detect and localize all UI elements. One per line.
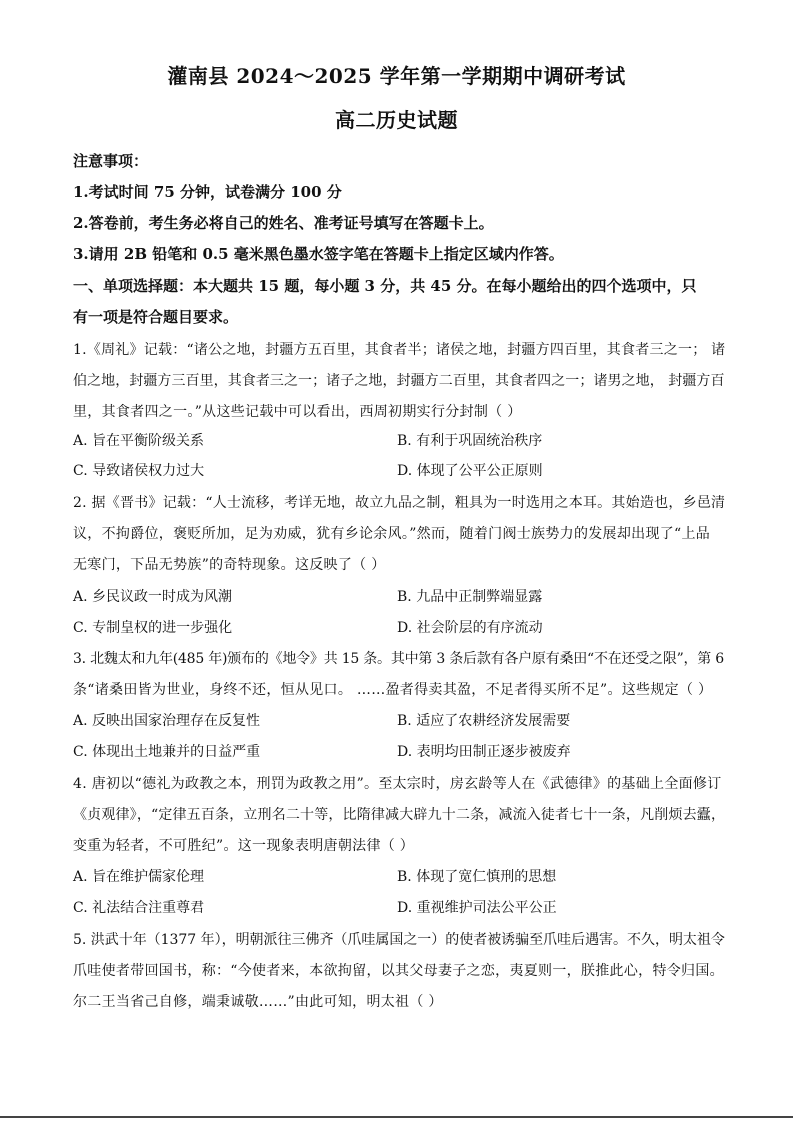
notice-item: 1.考试时间 75 分钟，试卷满分 100 分	[73, 183, 342, 201]
question-4-text: 《贞观律》，“定律五百条，立刑名二十等，比隋律减大辟九十二条，减流入徒者七十一条，凡削烦去蠹，	[73, 807, 726, 823]
question-2-text: 无寒门，下品无势族”的奇特现象。这反映了（ ）	[73, 557, 386, 573]
question-5-text: 尔二王当省己自修，端秉诚敬……”由此可知，明太祖（ ）	[73, 994, 443, 1010]
question-4-option-d[interactable]: D. 重视维护司法公平公正	[397, 900, 557, 916]
question-1-text: 1.《周礼》记载：“诸公之地，封疆方五百里，其食者半；诸侯之地，封疆方四百里，其食者三之一； 诸	[73, 342, 726, 358]
question-1-option-c[interactable]: C. 导致诸侯权力过大	[73, 463, 205, 479]
question-3-option-c[interactable]: C. 体现出土地兼并的日益严重	[73, 744, 261, 760]
question-5-text: 5. 洪武十年（1377 年），明朝派往三佛齐（爪哇属国之一）的使者被诱骗至爪哇后遇害。不久，明太祖令	[73, 932, 725, 948]
section-heading: 有一项是符合题目要求。	[73, 308, 239, 326]
question-1-option-b[interactable]: B. 有利于巩固统治秩序	[397, 433, 543, 449]
page-bottom-divider	[0, 1116, 793, 1118]
question-4-option-c[interactable]: C. 礼法结合注重尊君	[73, 900, 205, 916]
question-2-text: 议，不拘爵位，褒贬所加，足为劝威，犹有乡论余风。”然而，随着门阀士族势力的发展却出现了“上品	[73, 526, 711, 542]
question-3-option-a[interactable]: A. 反映出国家治理存在反复性	[73, 713, 261, 729]
question-4-option-a[interactable]: A. 旨在维护儒家伦理	[73, 869, 205, 885]
section-heading: 一、单项选择题：本大题共 15 题，每小题 3 分，共 45 分。在每小题给出的四个选项中，只	[73, 277, 697, 295]
question-1-option-d[interactable]: D. 体现了公平公正原则	[397, 463, 543, 479]
question-1-option-a[interactable]: A. 旨在平衡阶级关系	[73, 433, 205, 449]
question-2-option-a[interactable]: A. 乡民议政一时成为风潮	[73, 589, 233, 605]
notice-heading: 注意事项：	[73, 152, 149, 170]
question-2-option-c[interactable]: C. 专制皇权的进一步强化	[73, 620, 233, 636]
question-5-text: 爪哇使者带回国书，称：“今使者来，本欲拘留，以其父母妻子之恋，夷夏则一，朕推此心，特令归国。	[73, 963, 724, 979]
question-4-text: 4. 唐初以“德礼为政教之本，刑罚为政教之用”。至太宗时，房玄龄等人在《武德律》的基础上全面修订	[73, 776, 722, 792]
exam-subtitle: 高二历史试题	[335, 108, 458, 132]
question-4-text: 变重为轻者，不可胜纪”。这一现象表明唐朝法律（ ）	[73, 838, 415, 854]
question-2-option-d[interactable]: D. 社会阶层的有序流动	[397, 620, 543, 636]
question-1-text: 里，其食者四之一。”从这些记载中可以看出，西周初期实行分封制（ ）	[73, 404, 522, 420]
exam-title: 灌南县 2024～2025 学年第一学期期中调研考试	[167, 64, 626, 88]
question-1-text: 伯之地，封疆方三百里，其食者三之一；诸子之地，封疆方二百里，其食者四之一；诸男之地， 封疆方百	[73, 373, 725, 389]
notice-item: 2.答卷前，考生务必将自己的姓名、准考证号填写在答题卡上。	[73, 214, 494, 232]
question-3-text: 3. 北魏太和九年(485 年)颁布的《地令》共 15 条。其中第 3 条后款有各户原有桑田“不在还受之限”，第 6	[73, 651, 724, 667]
question-3-text: 条“诸桑田皆为世业，身终不还，恒从见口。 ……盈者得卖其盈，不足者得买所不足”。这些规定（ ）	[73, 682, 713, 698]
question-3-option-b[interactable]: B. 适应了农耕经济发展需要	[397, 713, 571, 729]
notice-item: 3.请用 2B 铅笔和 0.5 毫米黑色墨水签字笔在答题卡上指定区域内作答。	[73, 245, 564, 263]
question-3-option-d[interactable]: D. 表明均田制正逐步被废弃	[397, 744, 571, 760]
question-2-option-b[interactable]: B. 九品中正制弊端显露	[397, 589, 543, 605]
question-2-text: 2. 据《晋书》记载：“人士流移，考详无地，故立九品之制，粗具为一时选用之本耳。其始造也，乡邑清	[73, 495, 726, 511]
question-4-option-b[interactable]: B. 体现了宽仁慎刑的思想	[397, 869, 557, 885]
